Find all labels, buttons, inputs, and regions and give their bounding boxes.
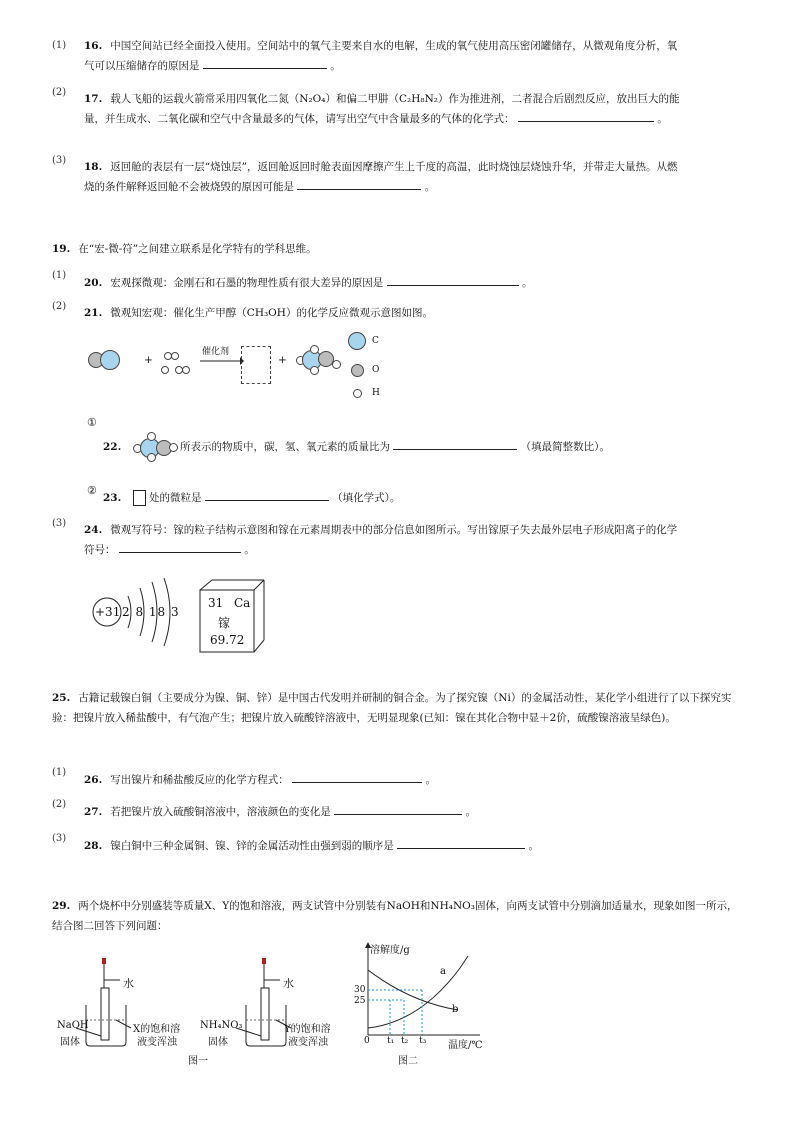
h-atom — [171, 352, 179, 360]
naoh-label: NaOH — [57, 1020, 89, 1031]
question-text: 返回舱的表层有一层“烧蚀层”，返回舱返回时舱表面因摩擦产生上千度的高温，此时烧蚀层烧蚀升华，并带走大量热。从燃烧的条件解释返回舱不会被烧毁的原因可能是 — [84, 161, 678, 193]
question-text: 两个烧杯中分别盛装等质量X、Y的饱和溶液，两支试管中分别装有NaOH和NH₄NO₃固体，向两支试管中分别滴加适量水，现象如图一所示，结合图二回答下列问题： — [52, 900, 738, 932]
h-atom — [310, 366, 319, 375]
answer-blank[interactable] — [518, 109, 654, 122]
atomic-mass: 69.72 — [210, 633, 245, 647]
answer-blank[interactable] — [334, 802, 462, 815]
curve-b-label: b — [452, 1004, 459, 1015]
y-solution-label-1: Y的饱和溶 — [284, 1024, 331, 1035]
answer-blank[interactable] — [393, 437, 517, 450]
tick-30: 30 — [354, 985, 366, 995]
question-number: 19. — [52, 243, 71, 255]
question-29 — [52, 896, 742, 936]
question-text: 处的微粒是 — [148, 492, 202, 504]
question-22 — [103, 437, 683, 457]
unknown-particle-box[interactable] — [241, 346, 271, 384]
question-20 — [84, 273, 684, 293]
period: 。 — [528, 840, 539, 852]
legend-c-label: C — [372, 336, 379, 346]
catalyst-label: 催化剂 — [202, 347, 230, 357]
mark-2: ② — [87, 484, 97, 497]
question-number: 23. — [103, 492, 122, 504]
note: （填最简整数比）。 — [520, 441, 610, 453]
element-symbol: Ca — [234, 596, 251, 610]
question-text: 所表示的物质中，碳，氢、氧元素的质量比为 — [179, 441, 390, 453]
question-text: 镍白铜中三种金属铜、镍、锌的金属活动性由强到弱的顺序是 — [110, 840, 394, 852]
question-text: 写出镍片和稀盐酸反应的化学方程式： — [110, 774, 289, 786]
tick-t2: t₂ — [401, 1036, 409, 1046]
question-23 — [103, 488, 683, 508]
x-solution-label-1: X的饱和溶 — [133, 1024, 181, 1035]
answer-blank[interactable] — [205, 488, 329, 501]
question-21 — [84, 304, 684, 323]
legend-h-label: H — [372, 388, 380, 398]
c-atom — [100, 350, 120, 370]
period: 。 — [425, 774, 436, 786]
naoh-solid-label: 固体 — [60, 1037, 80, 1048]
element-name: 镓 — [218, 616, 231, 630]
box-icon — [133, 490, 146, 506]
question-number: 20. — [84, 277, 103, 289]
water-label-1: 水 — [123, 977, 134, 990]
water-label-2: 水 — [283, 977, 294, 990]
question-number: 29. — [52, 900, 71, 912]
figure-2-caption: 图二 — [398, 1056, 418, 1067]
h-atom — [182, 366, 190, 374]
legend-o-icon — [351, 364, 364, 377]
period: 。 — [424, 181, 436, 193]
sub-label-17: (2) — [52, 87, 67, 98]
question-number: 17. — [84, 93, 103, 105]
y-solution-label-2: 液变浑浊 — [288, 1037, 328, 1048]
sub-label-24: (3) — [52, 518, 67, 529]
answer-blank[interactable] — [387, 273, 519, 286]
question-text: 若把镍片放入硫酸铜溶液中，溶液颜色的变化是 — [110, 806, 331, 818]
answer-blank[interactable] — [292, 770, 422, 783]
sub-label-27: (2) — [52, 799, 67, 810]
sub-label-21: (2) — [52, 301, 67, 312]
sub-label-28: (3) — [52, 833, 67, 844]
question-text: 宏观探微观：金刚石和石墨的物理性质有很大差异的原因是 — [110, 277, 384, 289]
sub-label-16: (1) — [52, 40, 67, 51]
reaction-diagram — [88, 330, 418, 390]
tick-t3: t₃ — [419, 1036, 427, 1046]
atomic-number: 31 — [208, 596, 224, 610]
question-26 — [84, 770, 684, 790]
question-27 — [84, 802, 684, 822]
figure-1-caption: 图一 — [188, 1056, 208, 1067]
question-text: 中国空间站已经全面投入使用。空间站中的氧气主要来自水的电解，生成的氧气使用高压密闭罐储存，从微观角度分析，氧气可以压缩储存的原因是 — [84, 40, 678, 72]
tick-25: 25 — [354, 996, 366, 1006]
period: 。 — [521, 277, 533, 289]
question-24 — [84, 521, 684, 560]
question-text: 微观写符号：镓的粒子结构示意图和镓在元素周期表中的部分信息如图所示。写出镓原子失去最外层电子形成阳离子的化学符号： — [84, 524, 678, 556]
question-number: 21. — [84, 307, 103, 319]
legend-c-icon — [348, 332, 366, 350]
h-atom — [161, 366, 169, 374]
tick-t1: t₁ — [387, 1036, 395, 1046]
question-number: 28. — [84, 840, 103, 852]
sub-label-26: (1) — [52, 767, 67, 778]
question-16 — [84, 37, 684, 76]
question-17 — [84, 90, 689, 129]
plus-sign: + — [144, 354, 153, 366]
nh4no3-solid-label: 固体 — [208, 1037, 228, 1048]
answer-blank[interactable] — [203, 56, 327, 69]
legend-o-label: O — [372, 365, 380, 375]
note: （填化学式）。 — [332, 492, 401, 504]
plus-sign: + — [278, 354, 287, 366]
question-25 — [52, 688, 742, 728]
reaction-arrow — [200, 356, 244, 366]
question-18 — [84, 158, 684, 197]
period: 。 — [330, 60, 341, 72]
curve-a — [368, 956, 468, 1028]
question-text: 微观知宏观：催化生产甲醇（CH₃OH）的化学反应微观示意图如图。 — [110, 307, 433, 319]
electron-shells: 2 8 18 3 — [122, 605, 180, 619]
answer-blank[interactable] — [119, 540, 241, 553]
h-atom — [310, 345, 319, 354]
period: 。 — [657, 113, 668, 125]
period: 。 — [465, 806, 476, 818]
sub-label-18: (3) — [52, 155, 67, 166]
legend-h-icon — [353, 389, 362, 398]
question-text: 在“宏-微-符”之间建立联系是化学特有的学科思维。 — [78, 243, 317, 255]
nucleus-charge: +31 — [95, 605, 121, 619]
question-number: 16. — [84, 40, 103, 52]
question-19 — [52, 241, 317, 256]
question-text: 载人飞船的运载火箭常采用四氧化二氮（N₂O₄）和偏二甲肼（C₂H₈N₂）作为推进剂，二者混合后剧烈反应，放出巨大的能量，并生成水、二氧化碳和空气中含量最多的气体，请写出空气中含量最多的气体的化学式： — [84, 93, 680, 125]
nh4no3-label: NH₄NO₃ — [200, 1020, 243, 1031]
x-solution-label-2: 液变浑浊 — [137, 1037, 177, 1048]
question-number: 24. — [84, 524, 103, 536]
sub-label-20: (1) — [52, 270, 67, 281]
answer-blank[interactable] — [297, 177, 421, 190]
mark-1: ① — [87, 416, 97, 429]
question-number: 27. — [84, 806, 103, 818]
curve-a-label: a — [440, 966, 446, 977]
question-number: 25. — [52, 692, 71, 704]
period: 。 — [244, 544, 255, 556]
origin-label: 0 — [364, 1036, 370, 1046]
answer-blank[interactable] — [397, 836, 525, 849]
question-number: 26. — [84, 774, 103, 786]
methanol-molecule — [133, 440, 177, 454]
question-28 — [84, 836, 684, 856]
question-number: 18. — [84, 161, 103, 173]
x-axis-label: 温度/℃ — [448, 1040, 483, 1051]
question-number: 22. — [103, 441, 122, 453]
y-axis-label: 溶解度/g — [370, 945, 410, 956]
h-atom — [332, 360, 341, 369]
question-text: 古籍记载镍白铜（主要成分为镍、铜、锌）是中国古代发明并研制的铜合金。为了探究镍（Ni）的金属活动性，某化学小组进行了以下探究实验：把镍片放入稀盐酸中，有气泡产生；把镍片放入硫酸锌溶液中，无明显现象(已知：镍在其化合物中显＋2价，硫酸镍溶液呈绿色)。 — [52, 692, 732, 724]
